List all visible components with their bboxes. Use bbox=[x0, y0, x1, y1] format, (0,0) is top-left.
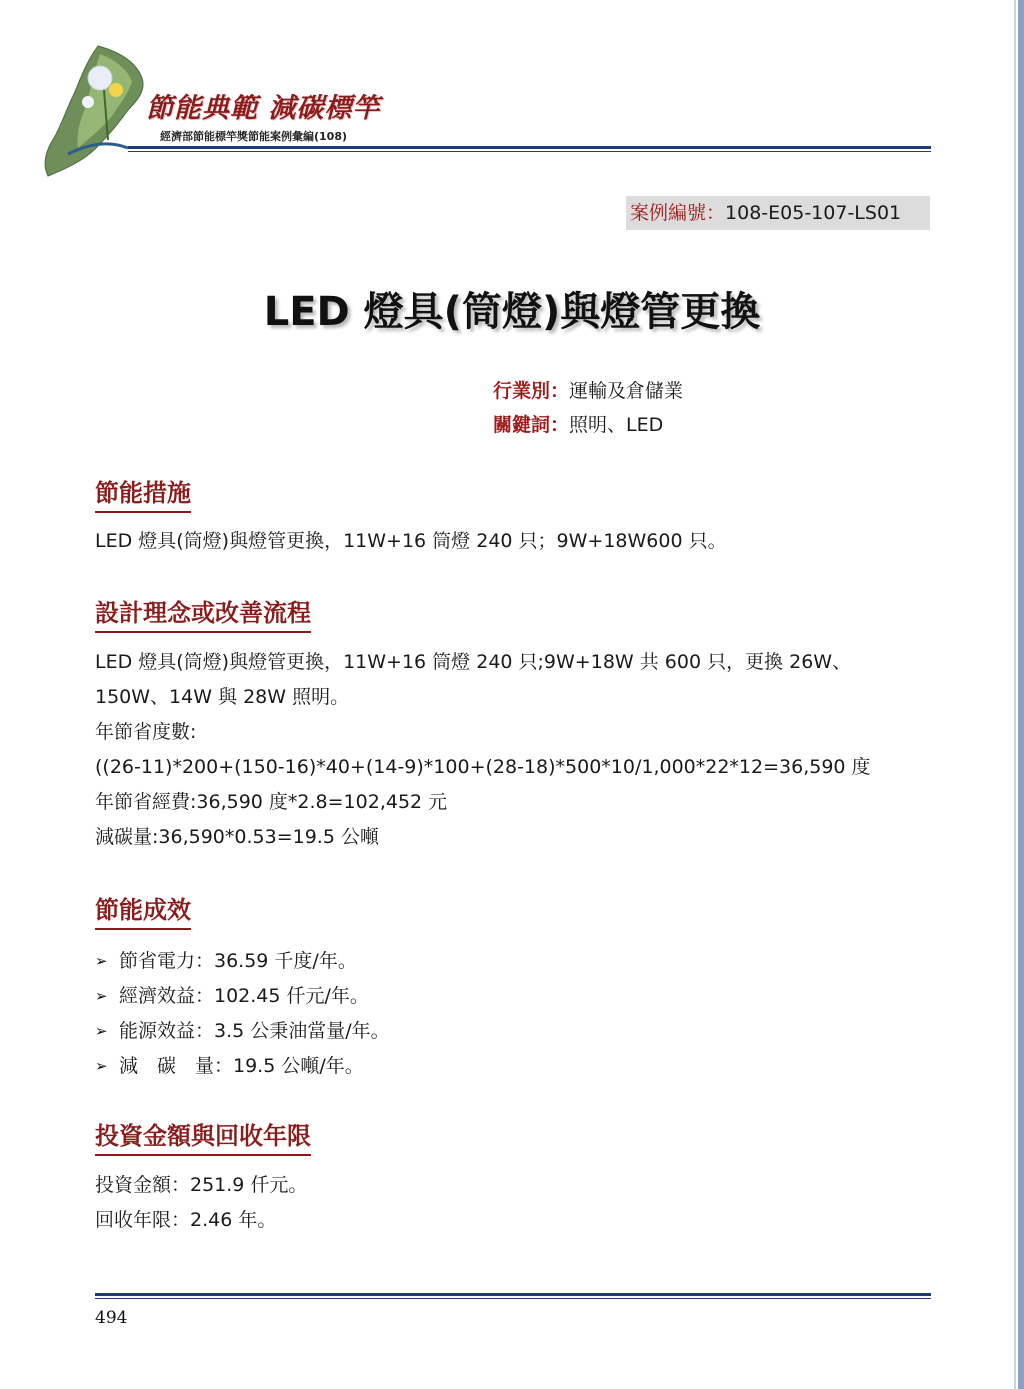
measures-body bbox=[95, 524, 727, 559]
body-line: 150W、14W 與 28W 照明。 bbox=[95, 686, 350, 708]
list-item bbox=[95, 944, 390, 979]
footer-rule-thin bbox=[95, 1298, 931, 1299]
results-list bbox=[95, 944, 390, 1084]
list-item-text: 能源效益：3.5 公秉油當量/年。 bbox=[119, 1020, 390, 1042]
case-number-value: 108-E05-107-LS01 bbox=[725, 202, 902, 224]
industry-value: 運輸及倉儲業 bbox=[569, 380, 684, 402]
logo-subtitle: 經濟部節能標竿獎節能案例彙編(108) bbox=[160, 130, 348, 143]
body-line: ((26-11)*200+(150-16)*40+(14-9)*100+(28-18)*500*10/1,000*22*12=36,590 度 bbox=[95, 756, 871, 778]
investment-body bbox=[95, 1168, 307, 1238]
list-item bbox=[95, 979, 390, 1014]
body-line: 減碳量:36,590*0.53=19.5 公噸 bbox=[95, 826, 379, 848]
arrow-bullet-icon: ➢ bbox=[95, 952, 108, 970]
header-rule-thin bbox=[128, 151, 931, 152]
design-body bbox=[95, 645, 871, 855]
case-number-label: 案例編號： bbox=[630, 202, 726, 224]
body-line: LED 燈具(筒燈)與燈管更換，11W+16 筒燈 240 只;9W+18W 共 600 只，更換 26W、 bbox=[95, 651, 852, 673]
list-item-text: 減 碳 量：19.5 公噸/年。 bbox=[119, 1055, 364, 1077]
keywords-label: 關鍵詞： bbox=[493, 414, 570, 436]
taiwan-logo-icon bbox=[28, 44, 158, 179]
body-line: 年節省度數: bbox=[95, 721, 197, 743]
section-title-results: 節能成效 bbox=[95, 890, 191, 930]
list-item bbox=[95, 1014, 390, 1049]
case-number-box bbox=[626, 196, 930, 230]
body-line: 年節省經費:36,590 度*2.8=102,452 元 bbox=[95, 791, 448, 813]
page-title: LED 燈具(筒燈)與燈管更換 bbox=[263, 289, 761, 335]
body-line: LED 燈具(筒燈)與燈管更換，11W+16 筒燈 240 只；9W+18W600 只。 bbox=[95, 530, 727, 552]
section-title-design: 設計理念或改善流程 bbox=[95, 593, 311, 633]
arrow-bullet-icon: ➢ bbox=[95, 987, 108, 1005]
page-number: 494 bbox=[95, 1308, 128, 1328]
list-item-text: 節省電力：36.59 千度/年。 bbox=[119, 950, 357, 972]
header-rule bbox=[128, 146, 931, 149]
footer-rule bbox=[95, 1293, 931, 1296]
list-item-text: 經濟效益：102.45 仟元/年。 bbox=[119, 985, 369, 1007]
body-line: 回收年限：2.46 年。 bbox=[95, 1209, 277, 1231]
section-title-measures: 節能措施 bbox=[95, 473, 191, 513]
arrow-bullet-icon: ➢ bbox=[95, 1057, 108, 1075]
keywords-row bbox=[493, 410, 663, 437]
logo-title: 節能典範 減碳標竿 bbox=[146, 93, 381, 124]
list-item bbox=[95, 1049, 390, 1084]
page-edge bbox=[1018, 0, 1024, 1389]
keywords-value: 照明、LED bbox=[569, 414, 664, 436]
page-edge-inner bbox=[1014, 0, 1016, 1389]
arrow-bullet-icon: ➢ bbox=[95, 1022, 108, 1040]
industry-row bbox=[493, 376, 683, 403]
industry-label: 行業別： bbox=[493, 380, 570, 402]
body-line: 投資金額：251.9 仟元。 bbox=[95, 1174, 308, 1196]
section-title-investment: 投資金額與回收年限 bbox=[95, 1116, 311, 1156]
